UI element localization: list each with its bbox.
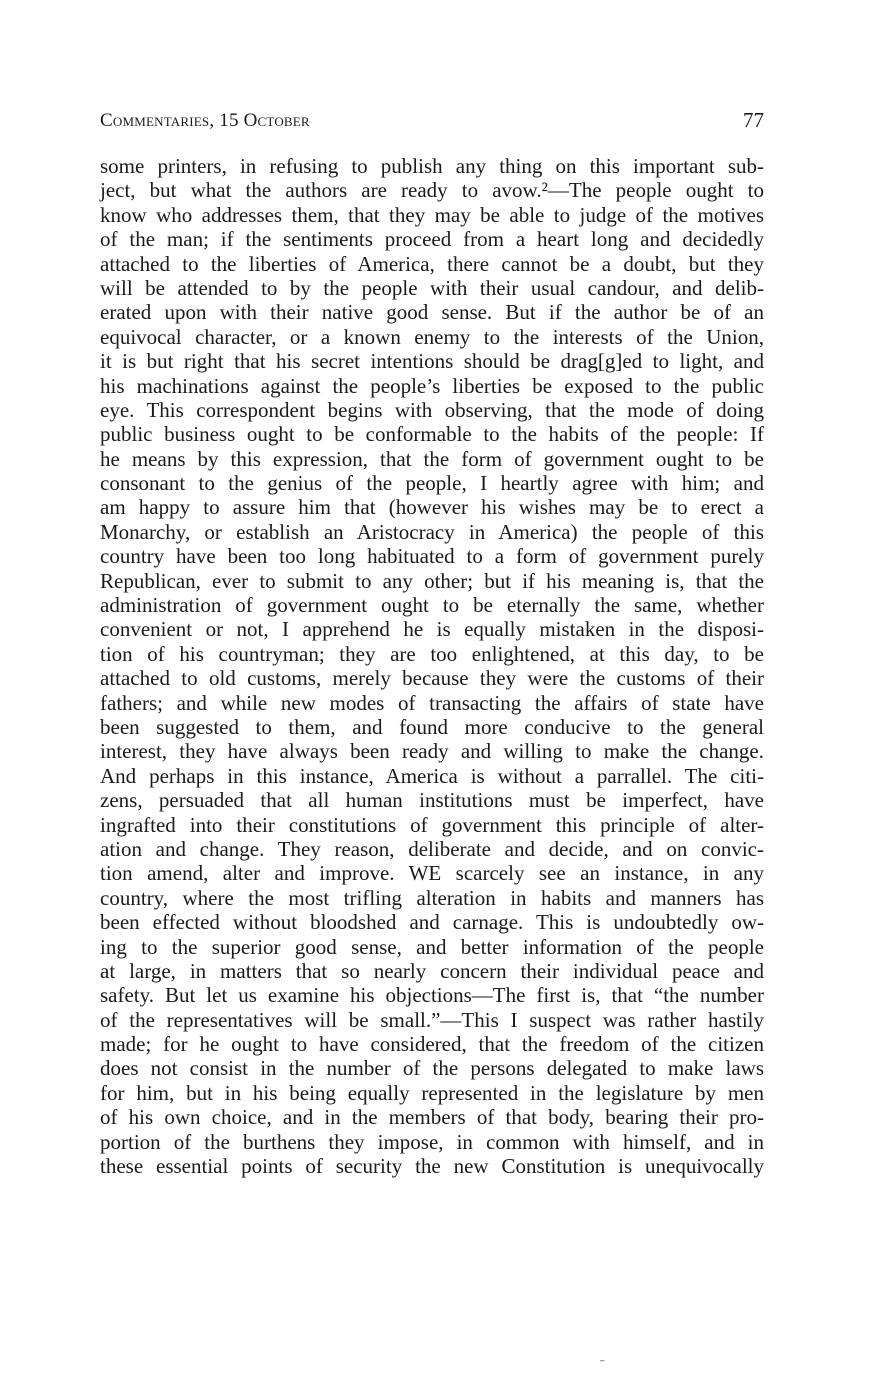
text-line: of the representatives will be small.”—This I suspect was rather hastily [100, 1007, 764, 1032]
text-line: eye. This correspondent begins with observing, that the mode of doing [100, 397, 764, 422]
text-line: of the man; if the sentiments proceed from a heart long and decidedly [100, 227, 764, 252]
text-line: convenient or not, I apprehend he is equally mistaken in the disposi- [100, 617, 764, 642]
text-line: ject, but what the authors are ready to avow.²—The people ought to [100, 178, 764, 203]
text-line: know who addresses them, that they may be able to judge of the motives [100, 202, 764, 227]
text-line: administration of government ought to be eternally the same, whether [100, 593, 764, 618]
text-line: And perhaps in this instance, America is without a parrallel. The citi- [100, 763, 764, 788]
text-line: been suggested to them, and found more conducive to the general [100, 714, 764, 739]
text-line: been effected without bloodshed and carnage. This is undoubtedly ow- [100, 910, 764, 935]
text-line: made; for he ought to have considered, that the freedom of the citizen [100, 1032, 764, 1057]
text-line: interest, they have always been ready and willing to make the change. [100, 739, 764, 764]
text-line: public business ought to be conformable to the habits of the people: If [100, 422, 764, 447]
stray-mark: ˉ [600, 1358, 605, 1373]
text-line: he means by this expression, that the form of government ought to be [100, 446, 764, 471]
text-line: portion of the burthens they impose, in common with himself, and in [100, 1129, 764, 1154]
page-header [100, 108, 764, 134]
text-line: ingrafted into their constitutions of government this principle of alter- [100, 812, 764, 837]
text-line: these essential points of security the new Constitution is unequivocally [100, 1154, 764, 1179]
text-line: does not consist in the number of the persons delegated to make laws [100, 1056, 764, 1081]
page-number: 77 [743, 108, 764, 132]
text-line: fathers; and while new modes of transacting the affairs of state have [100, 690, 764, 715]
text-line: Republican, ever to submit to any other; but if his meaning is, that the [100, 568, 764, 593]
text-line: his machinations against the people’s liberties be exposed to the public [100, 373, 764, 398]
text-line: will be attended to by the people with their usual candour, and delib- [100, 275, 764, 300]
text-line: of his own choice, and in the members of that body, bearing their pro- [100, 1105, 764, 1130]
text-line: am happy to assure him that (however his wishes may be to erect a [100, 495, 764, 520]
text-line: at large, in matters that so nearly concern their individual peace and [100, 958, 764, 983]
text-line: erated upon with their native good sense. But if the author be of an [100, 300, 764, 325]
body-text [100, 154, 764, 1178]
text-line: zens, persuaded that all human institutions must be imperfect, have [100, 788, 764, 813]
text-line: attached to old customs, merely because they were the customs of their [100, 666, 764, 691]
text-line: consonant to the genius of the people, I heartly agree with him; and [100, 471, 764, 496]
text-line: some printers, in refusing to publish any thing on this important sub- [100, 154, 764, 178]
text-line: it is but right that his secret intentions should be drag[g]ed to light, and [100, 349, 764, 374]
text-line: country have been too long habituated to a form of government purely [100, 544, 764, 569]
text-line: country, where the most trifling alteration in habits and manners has [100, 885, 764, 910]
text-line: tion amend, alter and improve. WE scarcely see an instance, in any [100, 861, 764, 886]
text-line: tion of his countryman; they are too enlightened, at this day, to be [100, 641, 764, 666]
text-line: safety. But let us examine his objections—The first is, that “the number [100, 983, 764, 1008]
text-line: Monarchy, or establish an Aristocracy in America) the people of this [100, 519, 764, 544]
text-line: attached to the liberties of America, there cannot be a doubt, but they [100, 251, 764, 276]
text-line: equivocal character, or a known enemy to the interests of the Union, [100, 324, 764, 349]
text-line: for him, but in his being equally represented in the legislature by men [100, 1080, 764, 1105]
text-line: ing to the superior good sense, and better information of the people [100, 934, 764, 959]
running-head: Commentaries, 15 October [100, 110, 310, 131]
text-line: ation and change. They reason, deliberate and decide, and on convic- [100, 836, 764, 861]
